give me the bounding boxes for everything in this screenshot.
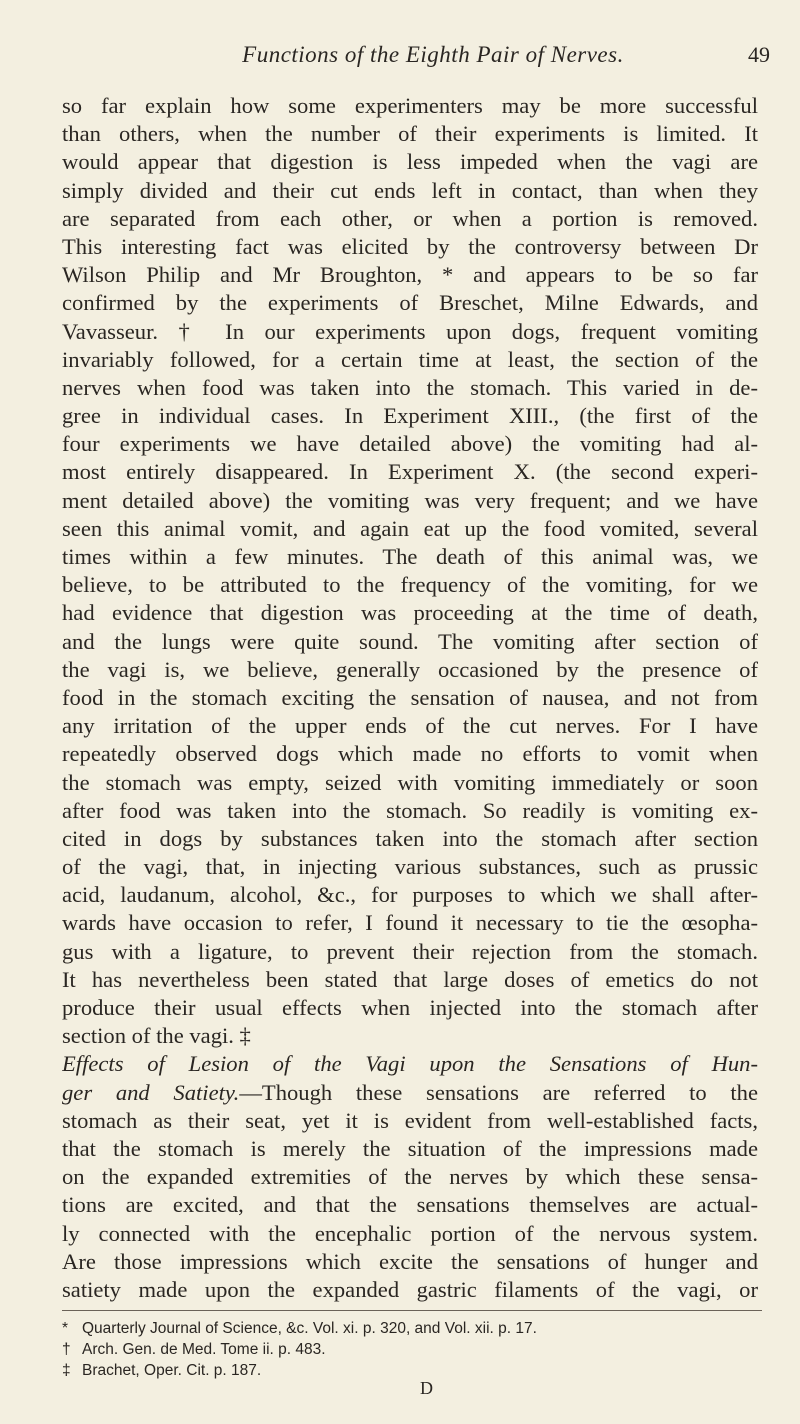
text-line: confirmed by the experiments of Breschet, Milne Edwards, and	[62, 290, 758, 316]
text-line: section of the vagi. ‡	[62, 1023, 251, 1049]
footnote-mark: †	[62, 1341, 71, 1358]
footnote	[62, 1360, 758, 1381]
text-line: seen this animal vomit, and again eat up the food vomited, several	[62, 515, 758, 541]
text-line: tions are excited, and that the sensations themselves are actual-	[62, 1192, 758, 1218]
text-line: Vavasseur. † In our experiments upon dogs, frequent vomiting	[62, 318, 758, 344]
text-line: Effects of Lesion of the Vagi upon the Sensations of Hun-	[62, 1051, 758, 1077]
text-line: times within a few minutes. The death of this animal was, we	[62, 544, 758, 569]
text-line: so far explain how some experimenters may be more successful	[62, 93, 758, 118]
text-line: after food was taken into the stomach. So readily is vomiting ex-	[62, 797, 758, 823]
text-line: gus with a ligature, to prevent their rejection from the stomach.	[62, 938, 758, 964]
footnote	[62, 1318, 758, 1339]
text-line: produce their usual effects when injected into the stomach after	[62, 995, 758, 1020]
footnote-mark: *	[62, 1320, 69, 1337]
text-line: ger and Satiety.—Though these sensations are referred to the	[62, 1079, 758, 1105]
text-line: simply divided and their cut ends left in contact, than when they	[62, 177, 758, 203]
text-line: that the stomach is merely the situation of the impressions made	[62, 1135, 758, 1161]
text-line: wards have occasion to refer, I found it necessary to tie the œsopha-	[62, 910, 758, 936]
text-line: on the expanded extremities of the nerves by which these sensa-	[62, 1164, 758, 1190]
footnote	[62, 1339, 758, 1360]
text-line: the vagi is, we believe, generally occasioned by the presence of	[62, 656, 758, 682]
signature-mark: D	[420, 1378, 433, 1398]
text-line: than others, when the number of their experiments is limited. It	[62, 121, 758, 147]
text-line: acid, laudanum, alcohol, &c., for purposes to which we shall after-	[62, 882, 758, 908]
text-line: most entirely disappeared. In Experiment X. (the second experi-	[62, 459, 758, 485]
footnote-text: Quarterly Journal of Science, &c. Vol. xi. p. 320, and Vol. xii. p. 17.	[82, 1320, 537, 1337]
text-line: are separated from each other, or when a portion is removed.	[62, 205, 758, 231]
text-line: Wilson Philip and Mr Broughton, * and appears to be so far	[62, 262, 758, 288]
text-line: would appear that digestion is less impeded when the vagi are	[62, 149, 758, 175]
running-head	[96, 42, 770, 82]
text-line: believe, to be attributed to the frequency of the vomiting, for we	[62, 572, 758, 598]
text-line: invariably followed, for a certain time at least, the section of the	[62, 346, 758, 372]
footnote-text: Brachet, Oper. Cit. p. 187.	[82, 1362, 262, 1379]
text-line: It has nevertheless been stated that large doses of emetics do not	[62, 966, 758, 992]
text-line: food in the stomach exciting the sensation of nausea, and not from	[62, 684, 758, 710]
running-title: Functions of the Eighth Pair of Nerves.	[242, 42, 624, 67]
text-line: ment detailed above) the vomiting was very frequent; and we have	[62, 487, 758, 513]
text-line: This interesting fact was elicited by the controversy between Dr	[62, 233, 758, 259]
text-line: gree in individual cases. In Experiment XIII., (the first of the	[62, 403, 758, 429]
text-line: repeatedly observed dogs which made no efforts to vomit when	[62, 741, 758, 767]
text-line: satiety made upon the expanded gastric filaments of the vagi, or	[62, 1276, 758, 1302]
footnotes	[62, 1318, 758, 1381]
text-line: cited in dogs by substances taken into the stomach after section	[62, 825, 758, 851]
text-line: Are those impressions which excite the sensations of hunger and	[62, 1248, 758, 1274]
text-line: any irritation of the upper ends of the cut nerves. For I have	[62, 713, 758, 739]
text-line: of the vagi, that, in injecting various substances, such as prussic	[62, 854, 758, 880]
text-line: nerves when food was taken into the stomach. This varied in de-	[62, 374, 758, 400]
footnote-text: Arch. Gen. de Med. Tome ii. p. 483.	[82, 1341, 326, 1358]
footnote-rule	[62, 1310, 762, 1311]
text-line: ly connected with the encephalic portion of the nervous system.	[62, 1220, 758, 1246]
page-number: 49	[748, 42, 770, 67]
text-line: had evidence that digestion was proceeding at the time of death,	[62, 600, 758, 626]
footnote-mark: ‡	[62, 1362, 71, 1379]
text-line: the stomach was empty, seized with vomiting immediately or soon	[62, 769, 758, 795]
text-line: and the lungs were quite sound. The vomiting after section of	[62, 628, 758, 654]
body-text	[62, 92, 758, 1304]
text-line: four experiments we have detailed above) the vomiting had al-	[62, 431, 758, 457]
text-line: stomach as their seat, yet it is evident from well-established facts,	[62, 1107, 758, 1133]
